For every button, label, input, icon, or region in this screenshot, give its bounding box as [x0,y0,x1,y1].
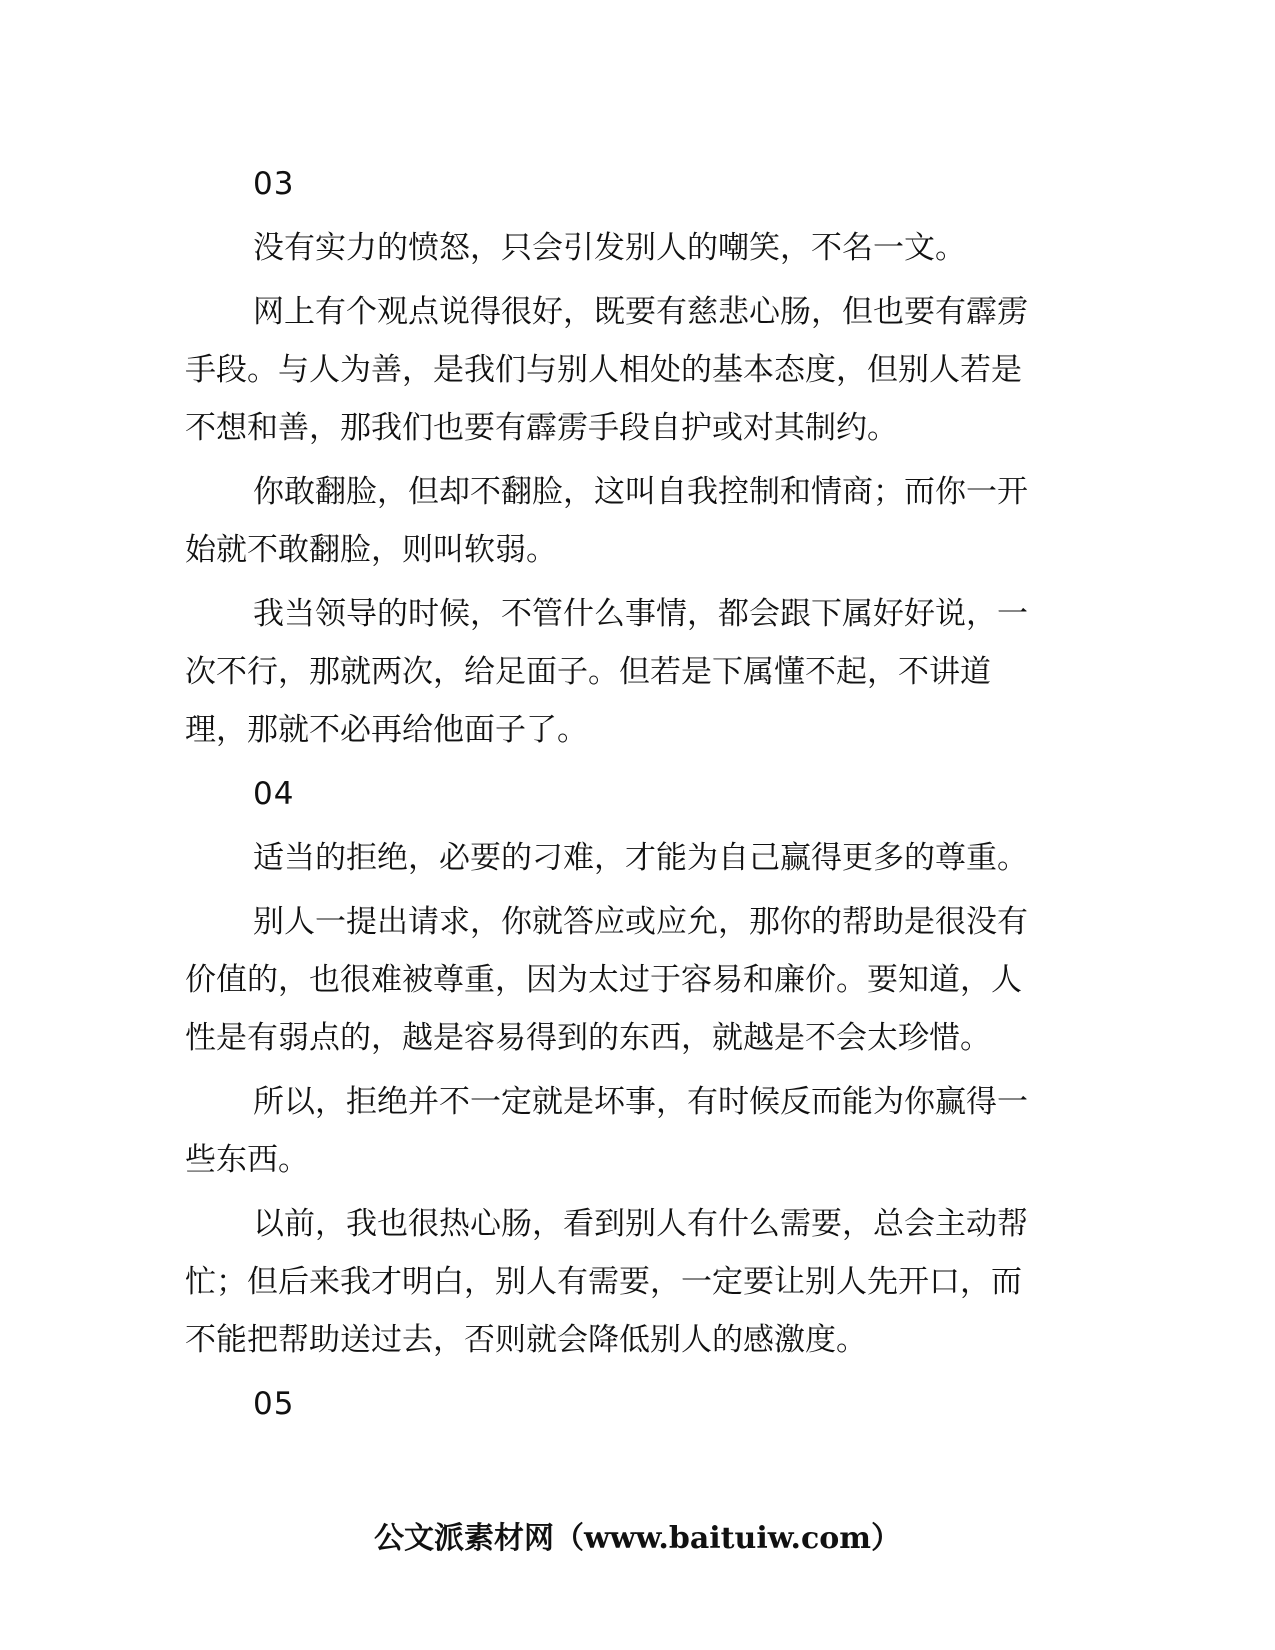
paragraph-line: 适当的拒绝，必要的刁难，才能为自己赢得更多的尊重。 [253,840,1028,876]
paragraph-line: 我当领导的时候，不管什么事情，都会跟下属好好说，一 [253,596,1028,632]
paragraph-line: 别人一提出请求，你就答应或应允，那你的帮助是很没有 [253,904,1028,940]
paragraph-line: 没有实力的愤怒，只会引发别人的嘲笑，不名一文。 [253,230,966,266]
section-heading-04: 04 [253,776,295,812]
paragraph-line: 以前，我也很热心肠，看到别人有什么需要，总会主动帮 [253,1206,1028,1242]
paragraph-line: 始就不敢翻脸，则叫软弱。 [185,532,557,568]
paragraph-line: 次不行，那就两次，给足面子。但若是下属懂不起，不讲道 [185,654,991,690]
paragraph [185,1073,1085,1189]
paragraph [185,283,1085,457]
paragraph-line: 价值的，也很难被尊重，因为太过于容易和廉价。要知道，人 [185,962,1022,998]
paragraph [185,893,1085,1067]
paragraph-line: 网上有个观点说得很好，既要有慈悲心肠，但也要有霹雳 [253,294,1028,330]
paragraph-line: 理，那就不必再给他面子了。 [185,712,588,748]
paragraph-line: 你敢翻脸，但却不翻脸，这叫自我控制和情商；而你一开 [253,474,1028,510]
section-heading-05: 05 [253,1386,295,1422]
paragraph [185,829,1085,887]
section-heading-03: 03 [253,166,295,202]
page-footer: 公文派素材网（www.baituiw.com） [373,1521,902,1556]
paragraph-line: 性是有弱点的，越是容易得到的东西，就越是不会太珍惜。 [185,1020,991,1056]
paragraph [185,585,1085,759]
paragraph [185,219,1085,277]
paragraph [185,1195,1085,1369]
paragraph-line: 手段。与人为善，是我们与别人相处的基本态度，但别人若是 [185,352,1022,388]
paragraph-line: 所以，拒绝并不一定就是坏事，有时候反而能为你赢得一 [253,1084,1028,1120]
paragraph-line: 些东西。 [185,1142,309,1178]
paragraph-line: 忙；但后来我才明白，别人有需要，一定要让别人先开口，而 [185,1264,1022,1300]
document-body [185,155,1085,1439]
paragraph [185,463,1085,579]
paragraph-line: 不能把帮助送过去，否则就会降低别人的感激度。 [185,1322,867,1358]
paragraph-line: 不想和善，那我们也要有霹雳手段自护或对其制约。 [185,410,898,446]
